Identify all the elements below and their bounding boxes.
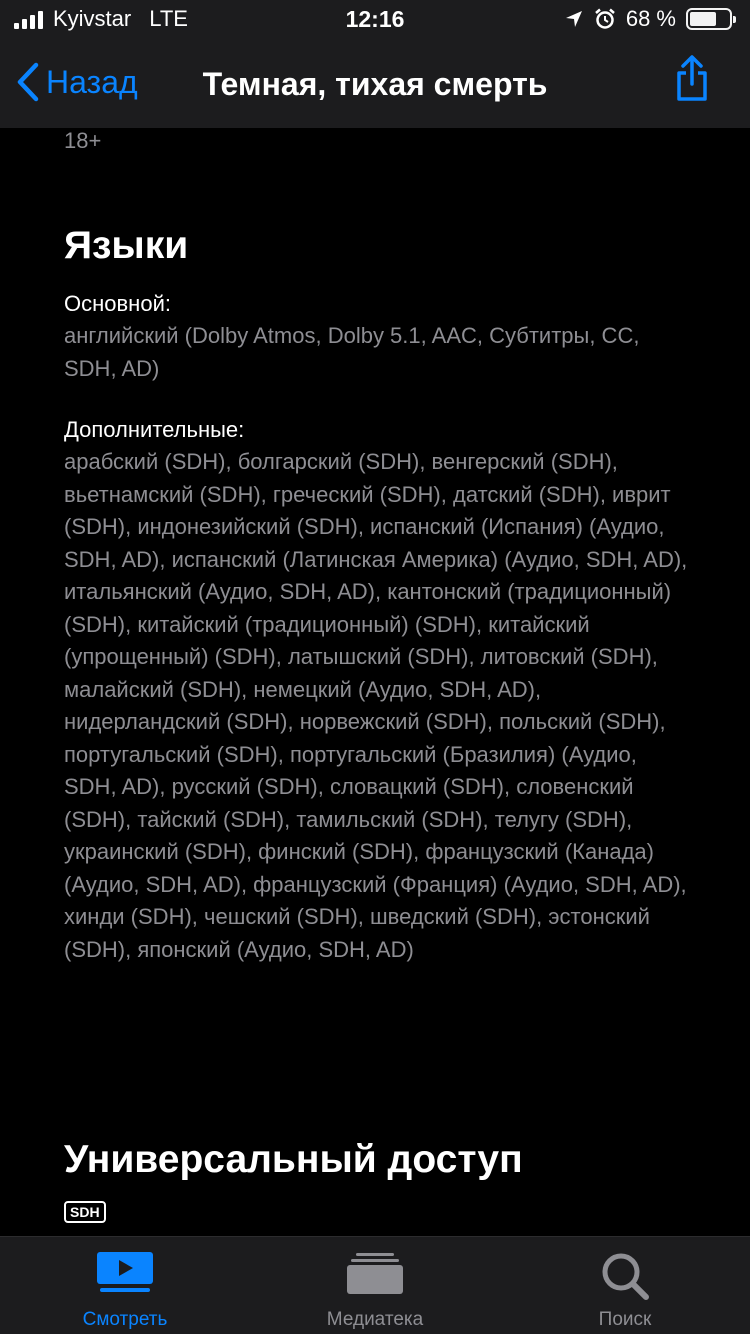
alarm-icon [594, 8, 616, 30]
languages-heading: Языки [64, 224, 189, 267]
primary-language-value: английский (Dolby Atmos, Dolby 5.1, AAC, Субтитры, CC, SDH, AD) [64, 323, 640, 381]
tab-library[interactable] [250, 1237, 500, 1334]
navigation-bar [0, 40, 750, 128]
age-rating: 18+ [64, 128, 102, 153]
primary-language-section [64, 288, 694, 385]
share-button[interactable] [674, 54, 710, 107]
share-icon [674, 54, 710, 102]
location-arrow-icon [564, 9, 584, 29]
status-bar [0, 0, 750, 40]
carrier-name: Kyivstar [53, 6, 132, 31]
search-icon [600, 1251, 650, 1301]
additional-languages-value: арабский (SDH), болгарский (SDH), венгерский (SDH), вьетнамский (SDH), греческий (SDH), датский (SDH), иврит (SDH), индонезийский (SDH), испанский (Испания) (Аудио, SDH, AD), испанский (Латинская Америка) (Аудио, SDH, AD), итальянский (Аудио, SDH, AD), кантонский (традиционный) (SDH), китайский (традиционный) (SDH), китайский (упрощенный) (SDH), латышский (SDH), литовский (SDH), малайский (SDH), немецкий (Аудио, SDH, AD), нидерландский (SDH), норвежский (SDH), польский (SDH), португальский (SDH), португальский (Бразилия) (Аудио, SDH, AD), русский (SDH), словацкий (SDH), словенский (SDH), тайский (SDH), тамильский (SDH), телугу (SDH), украинский (SDH), финский (SDH), французский (Канада) (Аудио, SDH, AD), французский (Франция) (Аудио, SDH, AD), хинди (SDH), чешский (SDH), шведский (SDH), эстонский (SDH), японский (Аудио, SDH, AD) [64, 449, 688, 962]
battery-percent: 68 % [625, 6, 676, 31]
tab-bar [0, 1236, 750, 1334]
accessibility-heading: Универсальный доступ [64, 1138, 523, 1181]
page-title: Темная, тихая смерть [202, 66, 548, 102]
watch-now-icon [96, 1251, 154, 1293]
tab-search-label: Поиск [598, 1309, 652, 1330]
library-icon [346, 1251, 404, 1295]
additional-languages-section [64, 414, 689, 966]
tab-library-label: Медиатека [326, 1309, 424, 1330]
tab-search[interactable] [500, 1237, 750, 1334]
additional-languages-label: Дополнительные: [64, 417, 245, 442]
network-type: LTE [149, 6, 188, 31]
battery-icon [686, 8, 732, 30]
status-right [564, 6, 732, 32]
primary-language-label: Основной: [64, 291, 171, 316]
tab-watch-now-label: Смотреть [82, 1309, 168, 1330]
status-time: 12:16 [345, 6, 405, 32]
back-button-label: Назад [46, 63, 138, 100]
sdh-badge: SDH [64, 1201, 106, 1223]
tab-watch-now[interactable] [0, 1237, 250, 1334]
